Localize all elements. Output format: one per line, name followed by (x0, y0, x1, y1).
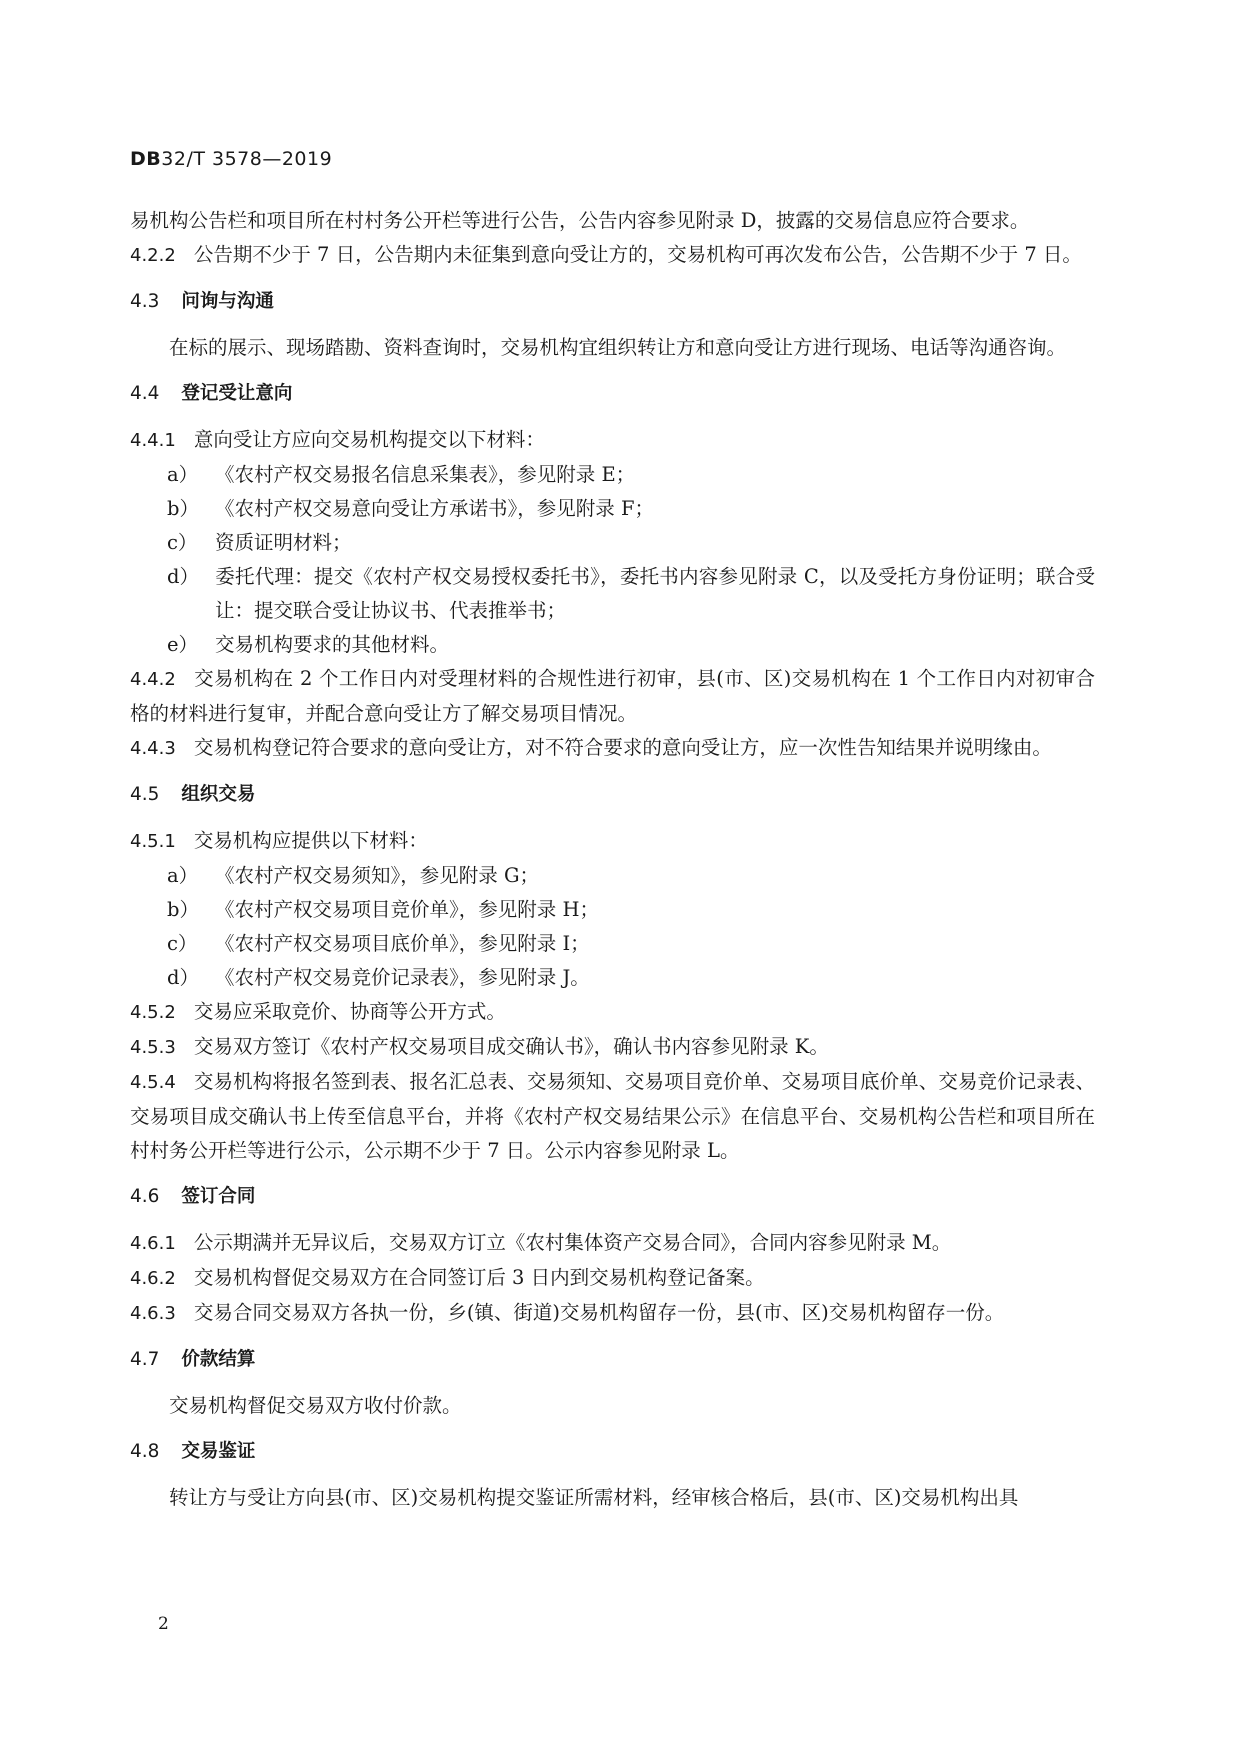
list-item (130, 961, 1095, 995)
section-number: 4.5 (130, 784, 160, 805)
list-text: 《农村产权交易竞价记录表》，参见附录 J。 (215, 966, 590, 989)
list-text: 《农村产权交易报名信息采集表》，参见附录 E； (215, 463, 636, 486)
list-marker: d） (167, 565, 199, 588)
section-number: 4.8 (130, 1441, 160, 1462)
clause-number: 4.4.3 (130, 738, 176, 759)
document-body (130, 204, 1095, 1515)
list-text: 《农村产权交易须知》，参见附录 G； (215, 864, 540, 887)
list-marker: b） (167, 898, 199, 921)
standard-code-number: 32/T 3578—2019 (161, 148, 333, 170)
clause-text: 交易应采取竞价、协商等公开方式。 (193, 1000, 506, 1023)
clause-number: 4.5.2 (130, 1002, 176, 1023)
paragraph-4-3: 在标的展示、现场踏勘、资料查询时，交易机构宜组织转让方和意向受让方进行现场、电话等沟通咨询。 (169, 336, 1067, 359)
clause-4-4-2 (130, 662, 1095, 731)
list-marker: b） (167, 497, 199, 520)
list-marker: c） (167, 932, 198, 955)
continued-paragraph: 易机构公告栏和项目所在村村务公开栏等进行公告，公告内容参见附录 D，披露的交易信息应符合要求。 (130, 209, 1030, 232)
clause-text: 交易机构在 2 个工作日内对受理材料的合规性进行初审，县(市、区)交易机构在 1 个工作日内对初审合格的材料进行复审，并配合意向受让方了解交易项目情况。 (130, 667, 1095, 725)
list-item (130, 893, 1095, 927)
list-text: 委托代理：提交《农村产权交易授权委托书》，委托书内容参见附录 C，以及受托方身份证明；联合受让：提交联合受让协议书、代表推举书； (215, 565, 1095, 622)
list-text: 资质证明材料； (215, 531, 352, 554)
section-heading-4-5 (130, 778, 1095, 812)
section-title: 价款结算 (181, 1349, 256, 1370)
list-marker: e） (167, 633, 199, 656)
clause-number: 4.4.2 (130, 669, 176, 690)
section-title: 登记受让意向 (181, 383, 293, 404)
clause-number: 4.2.2 (130, 245, 176, 266)
list-text: 《农村产权交易项目底价单》，参见附录 I； (215, 932, 590, 955)
clause-4-2-2 (130, 238, 1095, 273)
clause-text: 交易双方签订《农村产权交易项目成交确认书》，确认书内容参见附录 K。 (193, 1035, 829, 1058)
section-title: 问询与沟通 (181, 291, 274, 312)
clause-4-4-1 (130, 423, 1095, 458)
standard-code (130, 148, 332, 170)
clause-4-5-2 (130, 995, 1095, 1030)
clause-number: 4.5.4 (130, 1072, 176, 1093)
list-item (130, 492, 1095, 526)
list-text: 《农村产权交易项目竞价单》，参见附录 H； (215, 898, 599, 921)
list-item (130, 458, 1095, 492)
list-marker: a） (167, 864, 199, 887)
clause-4-6-1 (130, 1226, 1095, 1261)
section-number: 4.4 (130, 383, 160, 404)
clause-number: 4.4.1 (130, 430, 176, 451)
section-heading-4-7 (130, 1343, 1095, 1377)
list-item (130, 859, 1095, 893)
clause-text: 意向受让方应向交易机构提交以下材料： (193, 428, 545, 451)
paragraph-4-8: 转让方与受让方向县(市、区)交易机构提交鉴证所需材料，经审核合格后，县(市、区)交易机构出具 (169, 1486, 1019, 1509)
list-marker: d） (167, 966, 199, 989)
section-title: 签订合同 (181, 1186, 256, 1207)
clause-text: 交易合同交易双方各执一份，乡(镇、街道)交易机构留存一份，县(市、区)交易机构留存一份。 (193, 1301, 1005, 1324)
list-item (130, 927, 1095, 961)
section-number: 4.7 (130, 1349, 160, 1370)
list-item (130, 526, 1095, 560)
clause-text: 交易机构登记符合要求的意向受让方，对不符合要求的意向受让方，应一次性告知结果并说明缘由。 (193, 736, 1052, 759)
section-heading-4-6 (130, 1180, 1095, 1214)
section-heading-4-3 (130, 285, 1095, 319)
clause-4-6-3 (130, 1296, 1095, 1331)
list-item (130, 628, 1095, 662)
clause-number: 4.5.3 (130, 1037, 176, 1058)
section-title: 交易鉴证 (181, 1441, 256, 1462)
standard-code-prefix: DB (130, 148, 162, 170)
list-item (130, 560, 1095, 628)
list-text: 《农村产权交易意向受让方承诺书》，参见附录 F； (215, 497, 654, 520)
list-marker: c） (167, 531, 198, 554)
section-heading-4-8 (130, 1435, 1095, 1469)
paragraph-4-7: 交易机构督促交易双方收付价款。 (169, 1394, 462, 1417)
clause-number: 4.5.1 (130, 831, 176, 852)
clause-number: 4.6.1 (130, 1233, 176, 1254)
clause-text: 公示期满并无异议后，交易双方订立《农村集体资产交易合同》，合同内容参见附录 M。 (193, 1231, 952, 1254)
list-text: 交易机构要求的其他材料。 (215, 633, 450, 656)
clause-4-4-3 (130, 731, 1095, 766)
clause-4-5-1 (130, 824, 1095, 859)
clause-4-5-3 (130, 1030, 1095, 1065)
section-title: 组织交易 (181, 784, 256, 805)
clause-text: 公告期不少于 7 日，公告期内未征集到意向受让方的，交易机构可再次发布公告，公告期不少于 7 日。 (193, 243, 1082, 266)
list-marker: a） (167, 463, 199, 486)
clause-text: 交易机构将报名签到表、报名汇总表、交易须知、交易项目竞价单、交易项目底价单、交易竞价记录表、交易项目成交确认书上传至信息平台，并将《农村产权交易结果公示》在信息平台、交易机构公告栏和项目所在村村务公开栏等进行公示，公示期不少于 7 日。公示内容参见附录 L。 (130, 1070, 1095, 1162)
clause-4-6-2 (130, 1261, 1095, 1296)
clause-text: 交易机构应提供以下材料： (193, 829, 428, 852)
clause-number: 4.6.2 (130, 1268, 176, 1289)
page-number: 2 (158, 1614, 169, 1634)
clause-4-5-4 (130, 1065, 1095, 1168)
section-heading-4-4 (130, 377, 1095, 411)
clause-number: 4.6.3 (130, 1303, 176, 1324)
clause-text: 交易机构督促交易双方在合同签订后 3 日内到交易机构登记备案。 (193, 1266, 765, 1289)
section-number: 4.6 (130, 1186, 160, 1207)
section-number: 4.3 (130, 291, 160, 312)
